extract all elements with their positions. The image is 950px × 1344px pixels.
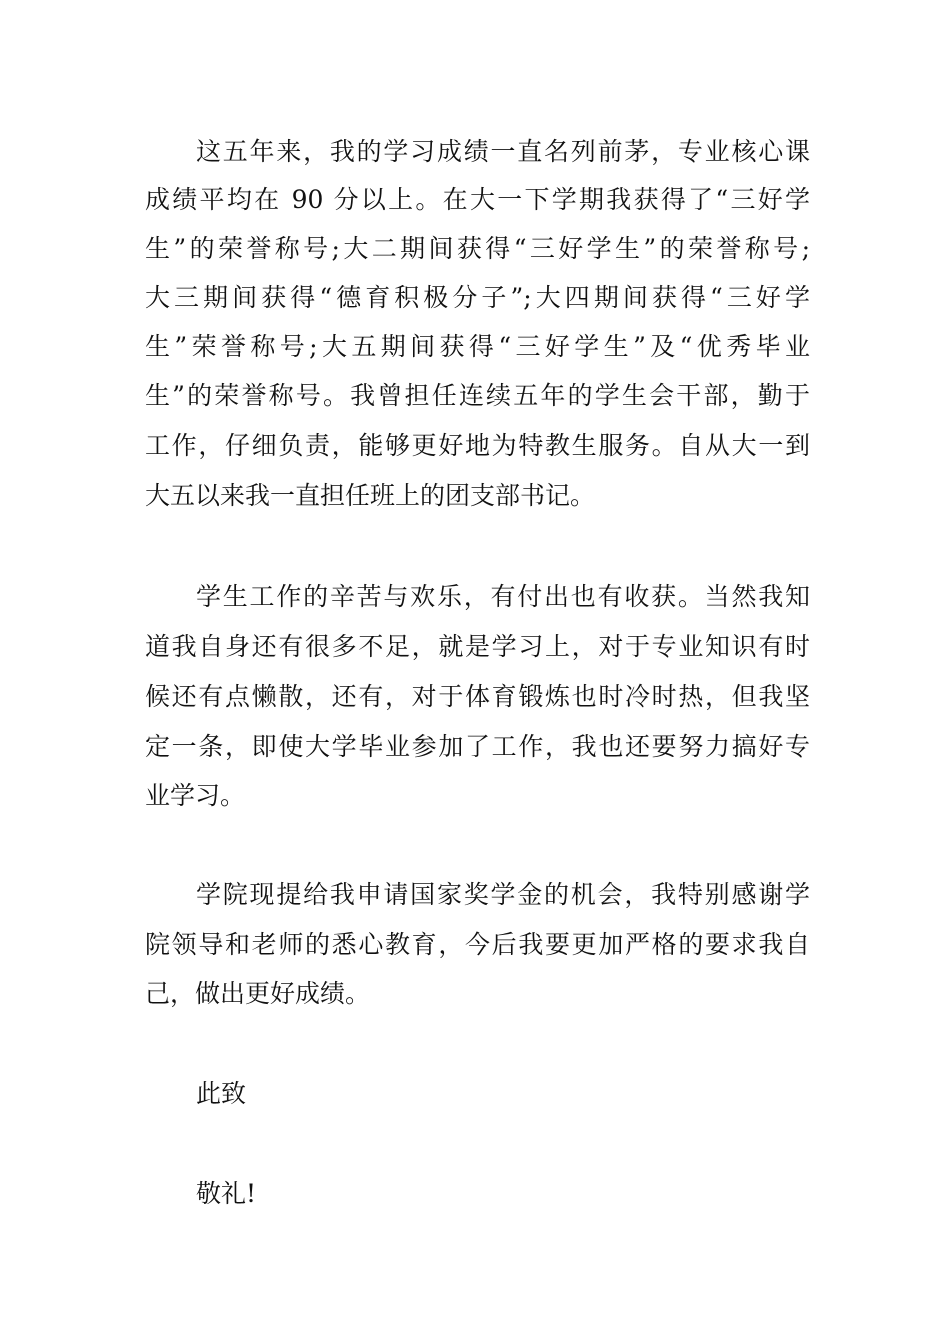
closing-regards: 敬礼! <box>196 1179 257 1208</box>
paragraph-2-line-1: 学生工作的辛苦与欢乐，有付出也有收获。当然我知 <box>196 582 810 611</box>
paragraph-2-line-5: 业学习。 <box>145 781 246 810</box>
paragraph-1-line-8: 大五以来我一直担任班上的团支部书记。 <box>145 481 596 510</box>
paragraph-1-line-2: 成绩平均在 90 分以上。在大一下学期我获得了“三好学 <box>145 185 810 214</box>
paragraph-3-line-2: 院领导和老师的悉心教育，今后我要更加严格的要求我自 <box>145 930 810 959</box>
paragraph-1-line-6: 生”的荣誉称号。我曾担任连续五年的学生会干部，勤于 <box>145 381 810 410</box>
paragraph-1-line-7: 工作，仔细负责，能够更好地为特教生服务。自从大一到 <box>145 431 810 460</box>
paragraph-3-line-1: 学院现提给我申请国家奖学金的机会，我特别感谢学 <box>196 880 810 909</box>
paragraph-1-line-1: 这五年来，我的学习成绩一直名列前茅，专业核心课 <box>196 137 810 166</box>
paragraph-1-line-4: 大三期间获得“德育积极分子”;大四期间获得“三好学 <box>145 283 810 312</box>
paragraph-3-line-3: 己，做出更好成绩。 <box>145 979 371 1008</box>
paragraph-2-line-2: 道我自身还有很多不足，就是学习上，对于专业知识有时 <box>145 632 810 661</box>
paragraph-2-line-4: 定一条，即使大学毕业参加了工作，我也还要努力搞好专 <box>145 732 810 761</box>
paragraph-1-line-3: 生”的荣誉称号;大二期间获得“三好学生”的荣誉称号; <box>145 234 810 263</box>
paragraph-2-line-3: 候还有点懒散，还有，对于体育锻炼也时冷时热，但我坚 <box>145 682 810 711</box>
paragraph-1-line-5: 生”荣誉称号;大五期间获得“三好学生”及“优秀毕业 <box>145 332 810 361</box>
closing-salutation: 此致 <box>196 1079 247 1108</box>
